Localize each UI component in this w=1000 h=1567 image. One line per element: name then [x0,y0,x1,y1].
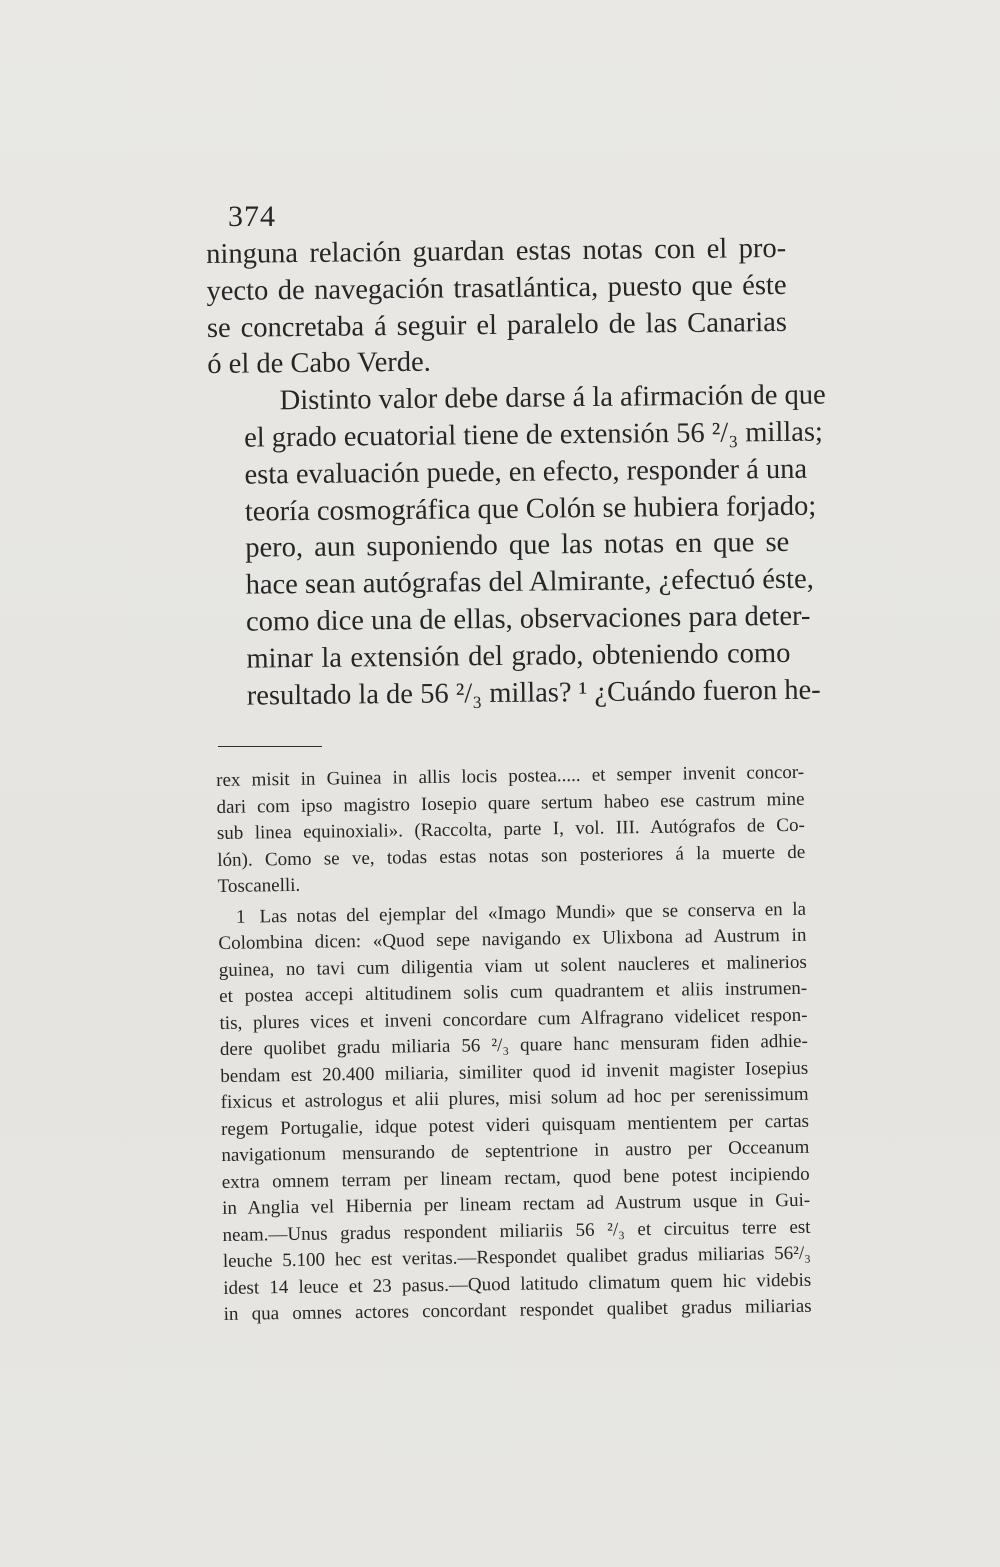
text-line: yecto de navegación trasatlántica, puesto que éste [206,269,787,307]
text-line: minar la extensión del grado, obteniendo como [246,637,791,675]
footnote-line: bendam est 20.400 miliaria, similiter quod id invenit magister Iosepius [220,1057,809,1087]
footnote-line: in qua omnes actores concordant respondet qualibet gradus miliarias [223,1295,812,1325]
footnote-line: lón). Como se ve, todas estas notas son posteriores á la muerte de [217,841,806,871]
footnote-line: regem Portugalie, idque potest videri quisquam mentientem per cartas [220,1110,810,1140]
text-line: pero, aun suponiendo que las notas en que se [245,527,790,564]
footnote-line: et postea accepi altitudinem solis cum quadrantem et aliis instrumen- [219,977,808,1007]
footnote-separator [218,746,322,747]
paragraph-2 [208,378,826,715]
page-number: 374 [228,200,276,233]
footnotes [216,760,812,1333]
text-line: esta evaluación puede, en efecto, responder á una [244,453,808,491]
footnote-line: rex misit in Guinea in allis locis postea..... et semper invenit concor- [216,761,805,791]
footnote-line: in Anglia vel Hibernia per lineam rectam ad Austrum usque in Gui- [222,1189,811,1219]
footnote-line: idest 14 leuce et 23 pasus.—Quod latitudo climatum quem hic videbis [223,1269,812,1299]
footnote-line: fixicus et astrologus et alii plures, misi solum ad hoc per serenissimum [220,1083,809,1113]
footnote-line: Colombina dicen: «Quod sepe navigando ex Ulixbona ad Austrum in [218,924,807,954]
footnote-line: tis, plures vices et inveni concordare cum Alfragrano videlicet respon- [219,1004,808,1034]
footnote-line: dere quolibet gradu miliaria 56 ²/₃ quare hanc mensuram fiden adhie- [219,1030,809,1060]
footnote-marker: 1 [235,906,246,928]
text-line: el grado ecuatorial tiene de extensión 56 ²/₃ millas; [243,416,824,454]
text-line: se concretaba á seguir el paralelo de las Canarias [206,306,788,344]
footnote-1 [218,896,812,1328]
footnote-line: navigationum mensurando de septentrione in austro per Occeanum [221,1136,810,1166]
footnote-line: sub linea equinoxiali». (Raccolta, parte I, vol. III. Autógrafos de Co- [216,814,806,844]
footnote-line: dari com ipso magistro Iosepio quare sertum habeo ese castrum mine [216,788,805,818]
paragraph-1 [206,231,788,384]
footnote-line: neam.—Unus gradus respondent miliariis 56 ²/₃ et circuitus terre est [222,1216,811,1246]
footnote-line: leuche 5.100 hec est veritas.—Respondet qualibet gradus miliarias 56²/₃ [222,1242,811,1272]
text-line: resultado la de 56 ²/₃ millas? ¹ ¿Cuándo fueron he- [246,674,821,712]
footnote-line: guinea, no tavi cum diligentia viam ut solent naucleres et malinerios [218,951,807,981]
text-line: Distinto valor debe darse á la afirmación de que [279,379,826,417]
footnote-continued [216,760,806,901]
footnote-line: Toscanelli. [217,874,301,897]
text-line: hace sean autógrafas del Almirante, ¿efectuó éste, [245,563,814,601]
text-line: teoría cosmográfica que Colón se hubiera forjado; [244,490,817,528]
text-line: ninguna relación guardan estas notas con el pro- [206,232,787,270]
footnote-line: extra omnem terram per lineam rectam, quod bene potest incipiendo [221,1163,810,1193]
footnote-line-text: Las notas del ejemplar del «Imago Mundi» que se conserva en la [259,898,807,927]
text-line: ó el de Cabo Verde. [207,347,431,381]
main-text [206,231,826,715]
text-line: como dice una de ellas, observaciones para deter- [245,600,811,638]
